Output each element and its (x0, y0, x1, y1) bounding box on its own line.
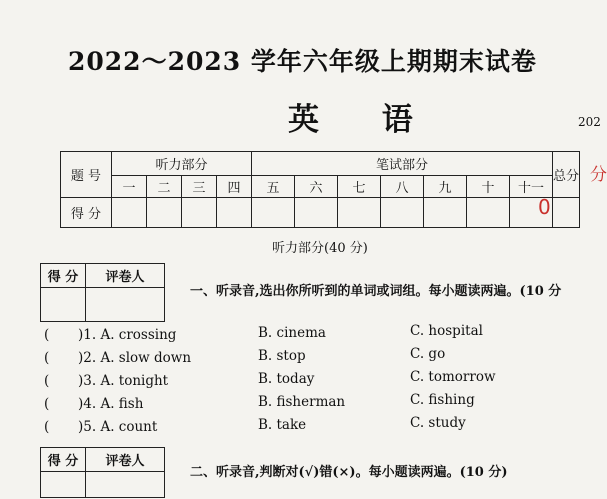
section-numeral: 六 (295, 176, 338, 198)
red-ink-mark: 分 (590, 165, 607, 185)
grader-score-label: 得 分 (41, 448, 86, 472)
section-numeral: 十一 (510, 176, 553, 198)
section-numeral: 一 (112, 176, 147, 198)
writing-part-header: 笔试部分 (252, 152, 553, 176)
date-fragment: 202 (578, 115, 601, 129)
question-option-c: C. tomorrow (410, 369, 496, 385)
score-row-label: 得 分 (61, 198, 112, 228)
section2-title: 二、听录音,判断对(√)错(×)。每小题读两遍。(10 分) (190, 465, 508, 480)
score-cell (217, 198, 252, 228)
grader-score-cell (41, 288, 86, 322)
grader-box (40, 447, 165, 498)
score-cell (147, 198, 182, 228)
grader-score-label: 得 分 (41, 264, 86, 288)
question-option-a: )5. A. count (78, 419, 158, 435)
grader-name-cell (86, 288, 165, 322)
question-option-b: B. take (258, 417, 307, 433)
section-numeral: 九 (424, 176, 467, 198)
question-option-c: C. study (410, 415, 466, 431)
grader-label: 评卷人 (86, 264, 165, 288)
score-cell (295, 198, 338, 228)
answer-paren: ( (44, 327, 50, 343)
answer-paren: ( (44, 419, 50, 435)
section-numeral: 三 (182, 176, 217, 198)
listening-heading: 听力部分(40 分) (272, 241, 368, 256)
score-cell (381, 198, 424, 228)
grader-score-cell (41, 472, 86, 498)
score-cell (467, 198, 510, 228)
section-numeral: 二 (147, 176, 182, 198)
score-cell (424, 198, 467, 228)
exam-title: 2022～2023 学年六年级上期期末试卷 (68, 47, 537, 76)
subject-title: 英 语 (288, 102, 439, 138)
grader-name-cell (86, 472, 165, 498)
section-numeral: 四 (217, 176, 252, 198)
question-option-a: )2. A. slow down (78, 350, 192, 366)
question-option-c: C. fishing (410, 392, 475, 408)
question-option-c: C. go (410, 346, 446, 362)
question-option-c: C. hospital (410, 323, 483, 339)
question-option-a: )1. A. crossing (78, 327, 177, 343)
question-option-b: B. fisherman (258, 394, 346, 410)
grader-label: 评卷人 (86, 448, 165, 472)
listening-part-header: 听力部分 (112, 152, 252, 176)
section-numeral: 十 (467, 176, 510, 198)
section-numeral: 七 (338, 176, 381, 198)
section-numeral: 五 (252, 176, 295, 198)
question-option-a: )4. A. fish (78, 396, 144, 412)
answer-paren: ( (44, 373, 50, 389)
answer-paren: ( (44, 396, 50, 412)
handwritten-score: 0 (538, 195, 551, 219)
question-number-label: 题 号 (61, 152, 112, 198)
total-score-cell (553, 198, 580, 228)
answer-paren: ( (44, 350, 50, 366)
score-table (60, 151, 580, 228)
question-option-b: B. today (258, 371, 315, 387)
score-cell (182, 198, 217, 228)
score-cell (338, 198, 381, 228)
score-cell (252, 198, 295, 228)
question-option-b: B. stop (258, 348, 306, 364)
question-option-b: B. cinema (258, 325, 326, 341)
question-option-a: )3. A. tonight (78, 373, 169, 389)
section1-title: 一、听录音,选出你所听到的单词或词组。每小题读两遍。(10 分 (190, 284, 562, 299)
section-numeral: 八 (381, 176, 424, 198)
total-score-label: 总分 (553, 152, 580, 198)
score-cell (112, 198, 147, 228)
grader-box (40, 263, 165, 322)
